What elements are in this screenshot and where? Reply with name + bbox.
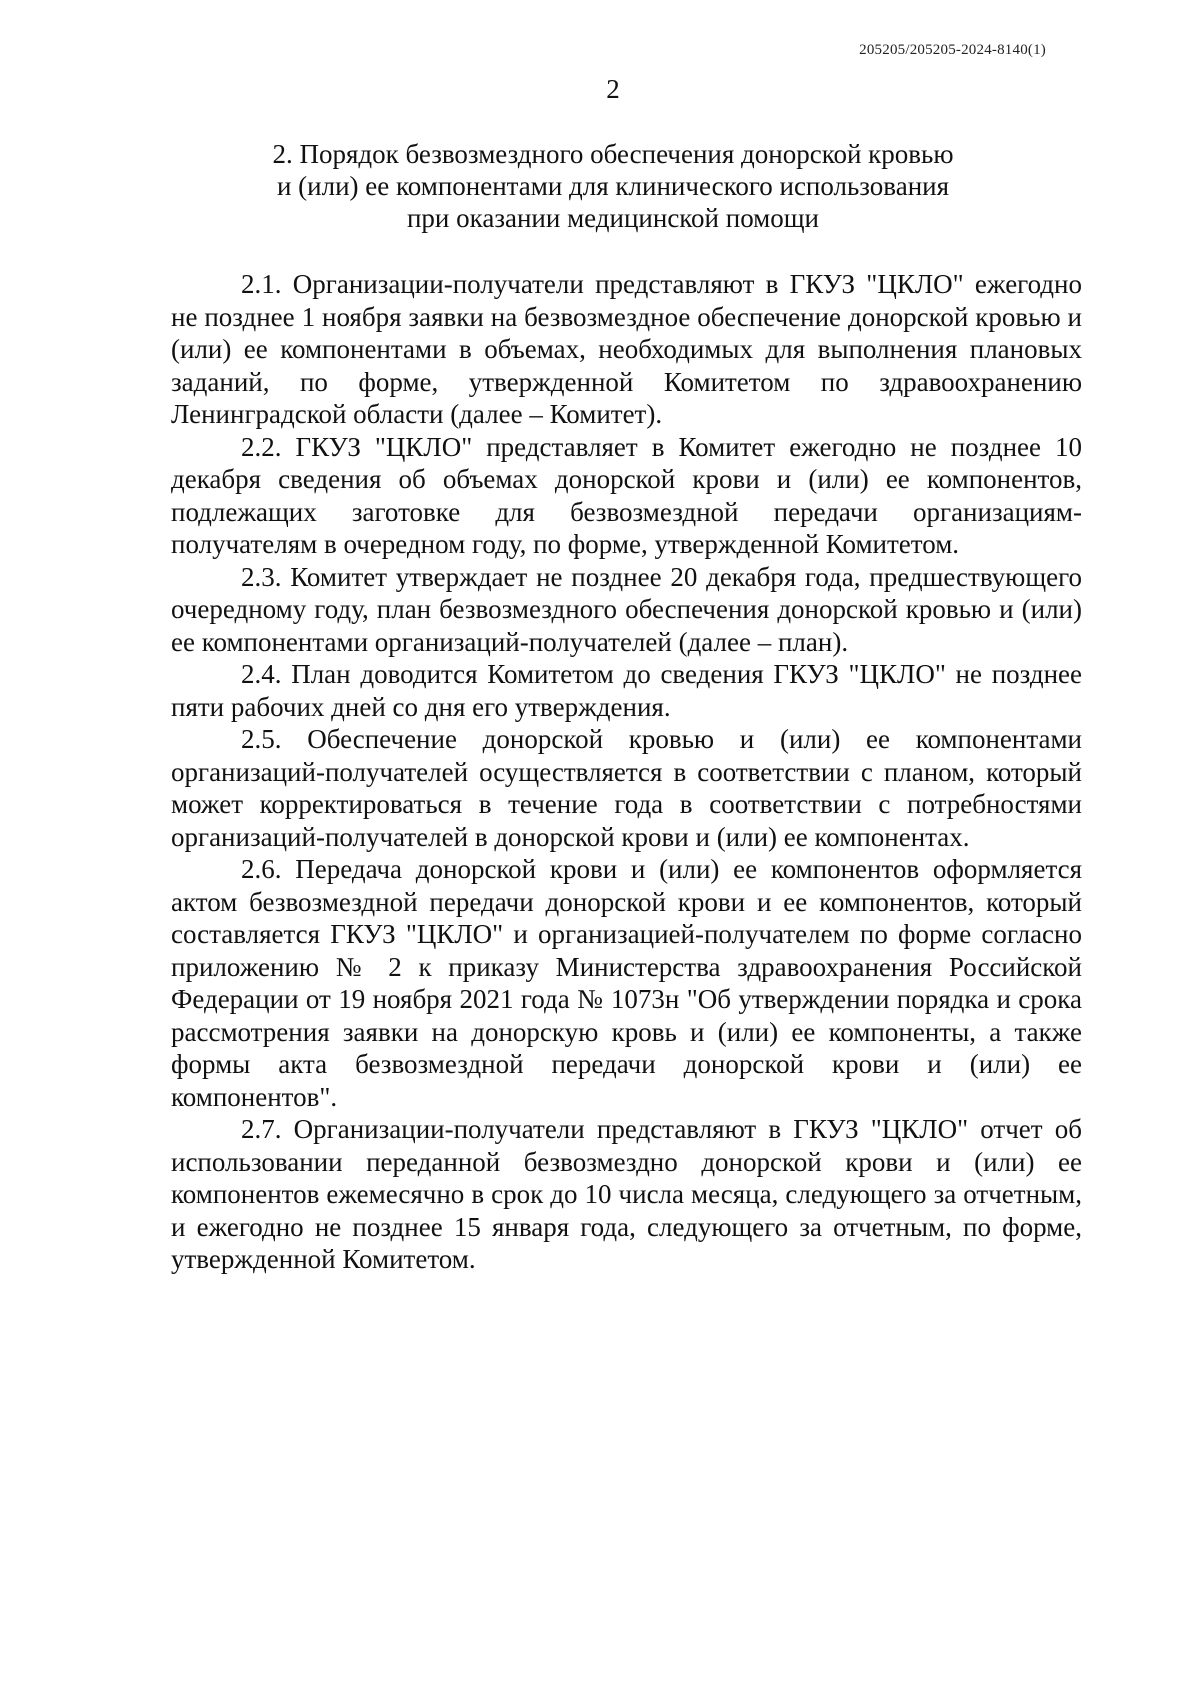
clause-2-5: 2.5. Обеспечение донорской кровью и (или) ее компонентами организаций-получателей осуществляется в соответствии с планом, который может корректироваться в течение года в соответствии с потребностями организаций-получателей в донорской крови и (или) ее компонентах. xyxy=(171,724,1082,852)
document-id: 205205/205205-2024-8140(1) xyxy=(859,42,1046,58)
clause-2-7: 2.7. Организации-получатели представляют в ГКУЗ "ЦКЛО" отчет об использовании переданной безвозмездно донорской крови и (или) ее компонентов ежемесячно в срок до 10 числа месяца, следующего за отчетным, и ежегодно не позднее 15 января года, следующего за отчетным, по форме, утвержденной Комитетом. xyxy=(171,1114,1082,1274)
clause-2-6: 2.6. Передача донорской крови и (или) ее компонентов оформляется актом безвозмездной передачи донорской крови и ее компонентов, который составляется ГКУЗ "ЦКЛО" и организацией-получателем по форме согласно приложению № 2 к приказу Министерства здравоохранения Российской Федерации от 19 ноября 2021 года № 1073н "Об утверждении порядка и срока рассмотрения заявки на донорскую кровь и (или) ее компоненты, а также формы акта безвозмездной передачи донорской крови и (или) ее компонентов". xyxy=(171,854,1082,1112)
section-body xyxy=(171,268,1082,1276)
clause-2-3: 2.3. Комитет утверждает не позднее 20 декабря года, предшествующего очередному году, план безвозмездного обеспечения донорской кровью и (или) ее компонентами организаций-получателей (далее – план). xyxy=(171,561,1082,657)
section-title xyxy=(0,138,1200,234)
clause-2-4: 2.4. План доводится Комитетом до сведения ГКУЗ "ЦКЛО" не позднее пяти рабочих дней со дня его утверждения. xyxy=(171,659,1082,722)
page-number: 2 xyxy=(606,74,620,104)
section-title-line: и (или) ее компонентами для клинического использования xyxy=(276,171,950,201)
clause-2-1: 2.1. Организации-получатели представляют в ГКУЗ "ЦКЛО" ежегодно не позднее 1 ноября заявки на безвозмездное обеспечение донорской кровью и (или) ее компонентами в объемах, необходимых для выполнения плановых заданий, по форме, утвержденной Комитетом по здравоохранению Ленинградской области (далее – Комитет). xyxy=(171,269,1082,429)
section-title-line: 2. Порядок безвозмездного обеспечения донорской кровью xyxy=(272,139,954,169)
section-title-line: при оказании медицинской помощи xyxy=(406,203,820,233)
clause-2-2: 2.2. ГКУЗ "ЦКЛО" представляет в Комитет ежегодно не позднее 10 декабря сведения об объемах донорской крови и (или) ее компонентов, подлежащих заготовке для безвозмездной передачи организациям-получателям в очередном году, по форме, утвержденной Комитетом. xyxy=(171,431,1082,559)
